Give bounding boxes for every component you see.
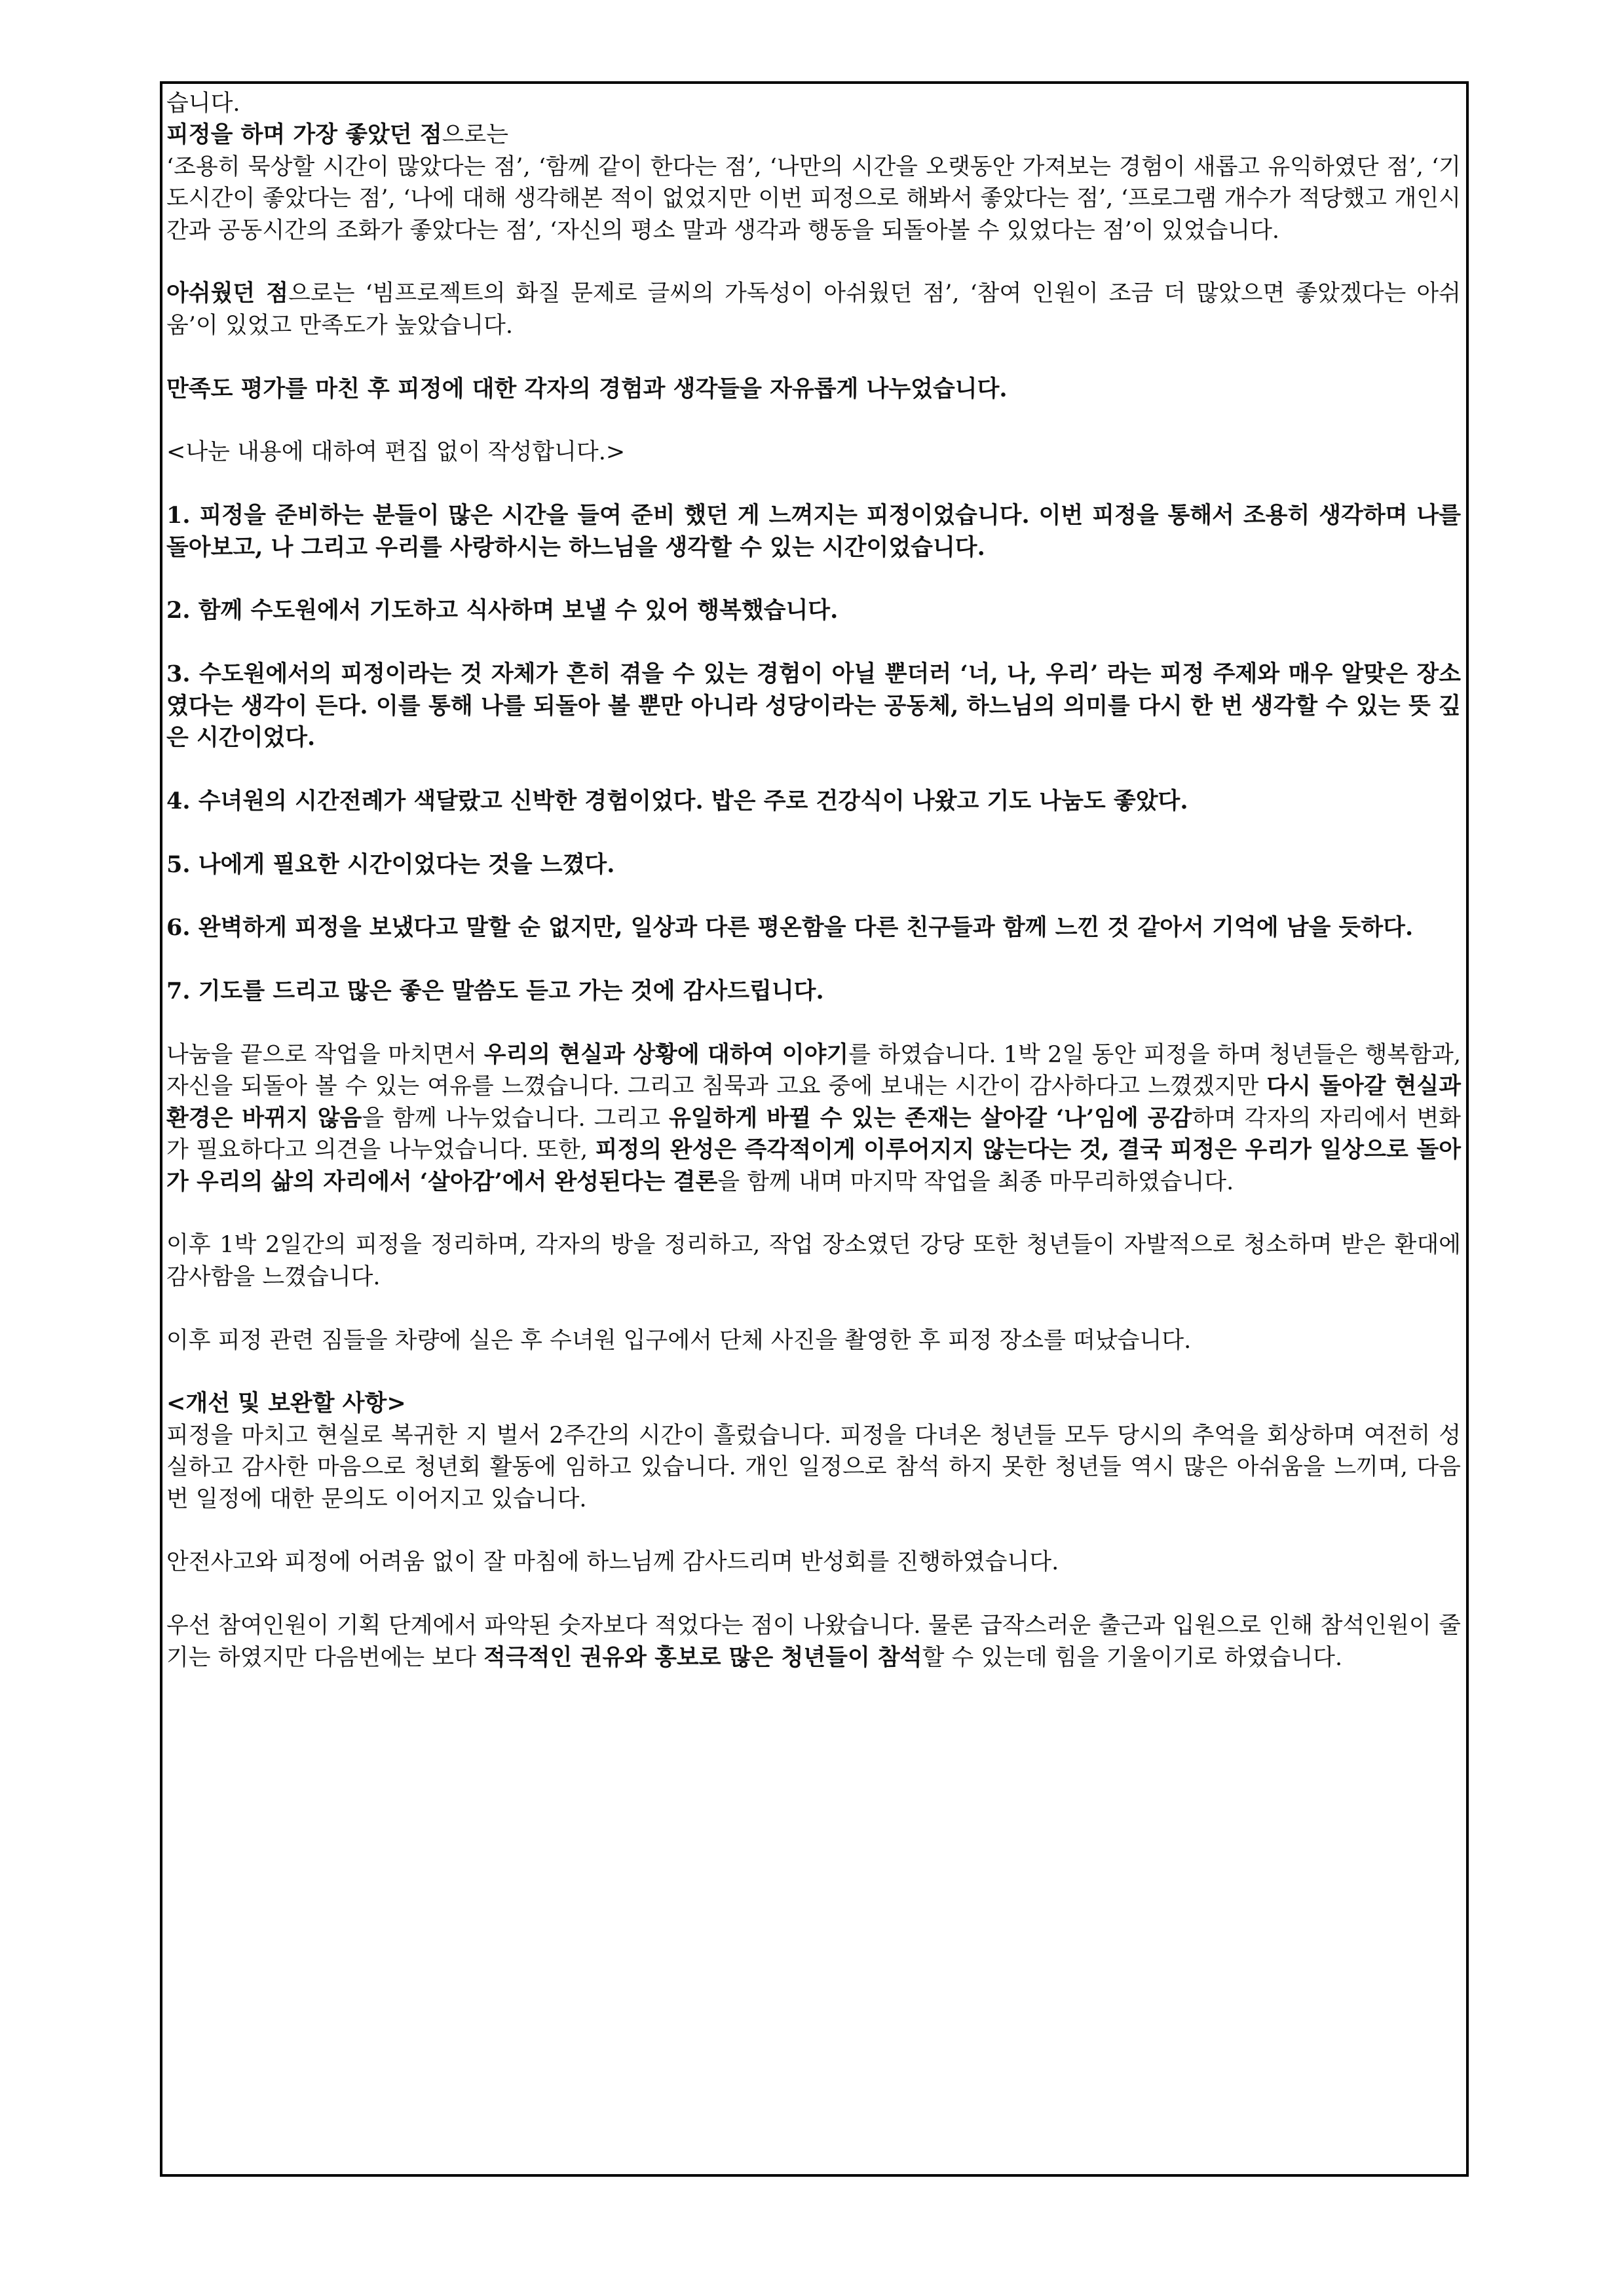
best-points-heading: 피정을 하며 가장 좋았던 점으로는 xyxy=(166,121,509,149)
sharing-item-5: 5. 나에게 필요한 시간이었다는 것을 느꼈다. xyxy=(166,851,615,878)
regret-label: 아쉬웠던 점 xyxy=(166,280,289,307)
cleanup-paragraph: 이후 1박 2일간의 피정을 정리하며, 각자의 방을 정리하고, 작업 장소였던 강당 또한 청년들이 자발적으로 청소하며 받은 환대에 감사함을 느꼈습니다. xyxy=(166,1232,1461,1290)
closing-paragraph: 나눔을 끝으로 작업을 마치면서 우리의 현실과 상황에 대하여 이야기를 하였습니다. 1박 2일 동안 피정을 하며 청년들은 행복함과, 자신을 되돌아 볼 수 있는 여유를 느꼈습니다. 그리고 침묵과 고요 중에 보내는 시간이 감사하다고 느꼈겠지만 다시 돌아갈 현실과 환경은 바뀌지 않음을 함께 나누었습니다. 그리고 유일하게 바뀔 수 있는 존재는 살아갈 ‘나’임에 공감하며 각자의 자리에서 변화가 필요하다고 의견을 나누었습니다. 또한, 피정의 완성은 즉각적이게 이루어지지 않는다는 것, 결국 피정은 우리가 일상으로 돌아가 우리의 삶의 자리에서 ‘살아감’에서 완성된다는 결론을 함께 내며 마지막 작업을 최종 마무리하였습니다. xyxy=(166,1041,1462,1195)
best-points-label: 피정을 하며 가장 좋았던 점 xyxy=(166,121,442,149)
document-body xyxy=(166,88,1461,1674)
regret-paragraph: 아쉬웠던 점으로는 ‘빔프로젝트의 화질 문제로 글씨의 가독성이 아쉬웠던 점’, ‘참여 인원이 조금 더 많았으면 좋았겠다는 아쉬움’이 있었고 만족도가 높았습니다. xyxy=(166,280,1461,339)
sharing-item-4: 4. 수녀원의 시간전례가 색달랐고 신박한 경험이었다. 밥은 주로 건강식이 나왔고 기도 나눔도 좋았다. xyxy=(166,787,1188,814)
sharing-note: <나눈 내용에 대하여 편집 없이 작성합니다.> xyxy=(166,439,626,466)
sharing-intro: 만족도 평가를 마친 후 피정에 대한 각자의 경험과 생각들을 자유롭게 나누었습니다. xyxy=(166,375,1008,402)
best-points-list: ‘조용히 묵상할 시간이 많았다는 점’, ‘함께 같이 한다는 점’, ‘나만의 시간을 오랫동안 가져보는 경험이 새롭고 유익하였단 점’, ‘기도시간이 좋았다는 점’, ‘나에 대해 생각해본 적이 없었지만 이번 피정으로 해봐서 좋았다는 점’, ‘프로그램 개수가 적당했고 개인시간과 공동시간의 조화가 좋았다는 점’, ‘자신의 평소 말과 생각과 행동을 되돌아볼 수 있었다는 점’이 있었습니다. xyxy=(166,153,1461,244)
continuation-text: 습니다. xyxy=(166,90,240,117)
departure-paragraph: 이후 피정 관련 짐들을 차량에 실은 후 수녀원 입구에서 단체 사진을 촬영한 후 피정 장소를 떠났습니다. xyxy=(166,1327,1192,1354)
sharing-item-2: 2. 함께 수도원에서 기도하고 식사하며 보낼 수 있어 행복했습니다. xyxy=(166,597,839,624)
sharing-item-7: 7. 기도를 드리고 많은 좋은 말씀도 듣고 가는 것에 감사드립니다. xyxy=(166,978,824,1005)
sharing-item-1: 1. 피정을 준비하는 분들이 많은 시간을 들여 준비 했던 게 느껴지는 피정이었습니다. 이번 피정을 통해서 조용히 생각하며 나를 돌아보고, 나 그리고 우리를 사랑하시는 하느님을 생각할 수 있는 시간이었습니다. xyxy=(166,502,1461,561)
improvement-paragraph-1: 피정을 마치고 현실로 복귀한 지 벌서 2주간의 시간이 흘렀습니다. 피정을 다녀온 청년들 모두 당시의 추억을 회상하며 여전히 성실하고 감사한 마음으로 청년회 활동에 임하고 있습니다. 개인 일정으로 참석 하지 못한 청년들 역시 많은 아쉬움을 느끼며, 다음 번 일정에 대한 문의도 이어지고 있습니다. xyxy=(166,1422,1461,1512)
document-frame xyxy=(160,81,1469,2177)
improvement-paragraph-3: 우선 참여인원이 기획 단계에서 파악된 숫자보다 적었다는 점이 나왔습니다. 물론 급작스러운 출근과 입원으로 인해 참석인원이 줄기는 하였지만 다음번에는 보다 적극적인 권유와 홍보로 많은 청년들이 참석할 수 있는데 힘을 기울이기로 하였습니다. xyxy=(166,1613,1461,1671)
sharing-item-6: 6. 완벽하게 피정을 보냈다고 말할 순 없지만, 일상과 다른 평온함을 다른 친구들과 함께 느낀 것 같아서 기억에 남을 듯하다. xyxy=(166,914,1414,942)
sharing-item-3: 3. 수도원에서의 피정이라는 것 자체가 흔히 겪을 수 있는 경험이 아닐 뿐더러 ‘너, 나, 우리’ 라는 피정 주제와 매우 알맞은 장소였다는 생각이 든다. 이를 통해 나를 되돌아 볼 뿐만 아니라 성당이라는 공동체, 하느님의 의미를 다시 한 번 생각할 수 있는 뜻 깊은 시간이었다. xyxy=(166,660,1461,752)
improvement-paragraph-2: 안전사고와 피정에 어려움 없이 잘 마침에 하느님께 감사드리며 반성회를 진행하였습니다. xyxy=(166,1549,1059,1576)
improvement-heading: <개선 및 보완할 사항> xyxy=(166,1390,406,1417)
